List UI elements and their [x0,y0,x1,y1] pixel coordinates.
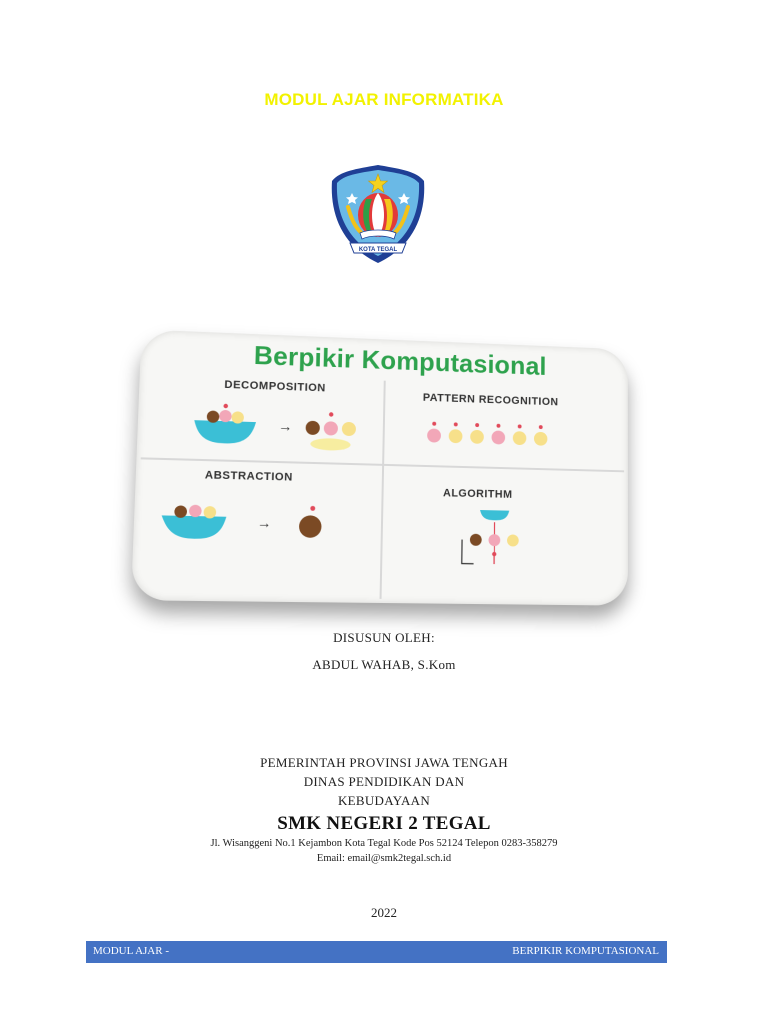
government-line-3: KEBUDAYAAN [337,793,431,808]
svg-text:→: → [278,417,293,435]
author-name: ABDUL WAHAB, S.Kom [312,657,456,672]
illustration-heading: Berpikir Komputasional [253,340,547,381]
footer-left-text: MODUL AJAR - [93,945,169,957]
decomposition-icon [189,392,373,458]
quadrant-label-algorithm: ALGORITHM [442,487,513,501]
computational-thinking-illustration [142,338,636,602]
school-address: Jl. Wisanggeni No.1 Kejambon Kota Tegal Kode Pos 52124 Telepon 0283-358279 [210,838,558,849]
author-label: DISUSUN OLEH: [333,630,435,645]
quadrant-divider-vertical [380,381,386,599]
school-email: Email: email@smk2tegal.sch.id [316,853,452,864]
quadrant-label-decomposition: DECOMPOSITION [224,378,326,395]
svg-text:KOTA TEGAL: KOTA TEGAL [358,247,398,253]
svg-text:→: → [256,514,272,531]
pattern-recognition-icon [424,414,607,459]
page-footer [86,941,667,963]
government-line-2: DINAS PENDIDIKAN DAN [303,774,465,789]
school-name: SMK NEGERI 2 TEGAL [277,813,491,834]
footer-right-text: BERPIKIR KOMPUTASIONAL [512,945,659,957]
document-year: 2022 [371,905,397,920]
quadrant-label-abstraction: ABSTRACTION [204,469,293,484]
algorithm-icon [440,503,558,585]
abstraction-icon [156,484,364,560]
quadrant-label-pattern-recognition: PATTERN RECOGNITION [422,391,559,409]
tegal-city-seal-icon [330,163,426,265]
document-title: MODUL AJAR INFORMATIKA [264,90,504,109]
illustration-card [131,329,628,605]
government-line-1: PEMERINTAH PROVINSI JAWA TENGAH [260,755,508,770]
